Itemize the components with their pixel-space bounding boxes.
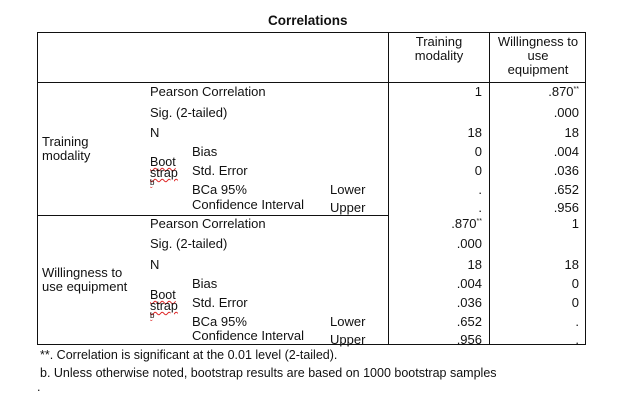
row-label-bca: BCa 95% [192, 182, 247, 197]
divider-col-mid [489, 32, 490, 345]
cell-value: 1 [474, 84, 482, 99]
col-header-willingness: Willingness to use equipment [497, 34, 579, 77]
col-header-training: Training modality [414, 34, 464, 63]
cell-value: .000 [456, 236, 482, 251]
cell-value: . [478, 182, 482, 197]
bootstrap-label: Boot strap b ˇ [150, 155, 178, 195]
cell-value: .956 [553, 200, 579, 215]
cell-value: 18 [564, 257, 579, 272]
row-label-bias: Bias [192, 276, 218, 291]
row-label-bca: BCa 95% [192, 314, 247, 329]
cell-value: . [478, 200, 482, 215]
cell-value: 18 [467, 257, 482, 272]
row-label-sig: Sig. (2-tailed) [150, 105, 228, 120]
cell-value: .004 [456, 276, 482, 291]
row-label-lower: Lower [330, 314, 366, 329]
row-label-pearson: Pearson Correlation [150, 216, 266, 231]
cell-value: 0 [571, 295, 579, 310]
row-label-sig: Sig. (2-tailed) [150, 236, 228, 251]
table-title: Correlations [268, 13, 348, 28]
cell-value: .652 [456, 314, 482, 329]
row-group-label: Training modality [42, 134, 91, 163]
row-label-std-error: Std. Error [192, 163, 248, 178]
divider-col-stub [388, 32, 389, 345]
cell-value: .036 [553, 163, 579, 178]
cell-value: . [575, 314, 579, 329]
row-label-std-error: Std. Error [192, 295, 248, 310]
cell-value: .000 [553, 105, 579, 120]
cell-value: 18 [564, 125, 579, 140]
cell-value: .870** [451, 216, 482, 231]
row-label-lower: Lower [330, 182, 366, 197]
cell-value: 0 [474, 144, 482, 159]
cell-value: 18 [467, 125, 482, 140]
cell-value: 0 [571, 276, 579, 291]
row-label-ci: Confidence Interval [192, 197, 305, 212]
footnote-bootstrap: b. Unless otherwise noted, bootstrap results are based on 1000 bootstrap samples [40, 366, 497, 380]
cell-value: .004 [553, 144, 579, 159]
row-label-bias: Bias [192, 144, 218, 159]
divider-header [37, 82, 586, 83]
row-label-n: N [150, 257, 160, 272]
trailing-mark: . [37, 380, 41, 394]
row-label-upper: Upper [330, 200, 366, 215]
row-group-label: Willingness to use equipment [42, 265, 128, 294]
row-label-upper: Upper [330, 332, 366, 347]
cell-value: .652 [553, 182, 579, 197]
bootstrap-label: Boot strap b ˇ [150, 288, 178, 328]
footnote-significance: **. Correlation is significant at the 0.01 level (2-tailed). [40, 348, 338, 362]
cell-value: . [575, 332, 579, 347]
cell-value: .956 [456, 332, 482, 347]
cell-value: 0 [474, 163, 482, 178]
row-label-ci: Confidence Interval [192, 328, 305, 343]
cell-value: .036 [456, 295, 482, 310]
cell-value: 1 [571, 216, 579, 231]
cell-value: .870** [548, 84, 579, 99]
row-label-pearson: Pearson Correlation [150, 84, 266, 99]
row-label-n: N [150, 125, 160, 140]
